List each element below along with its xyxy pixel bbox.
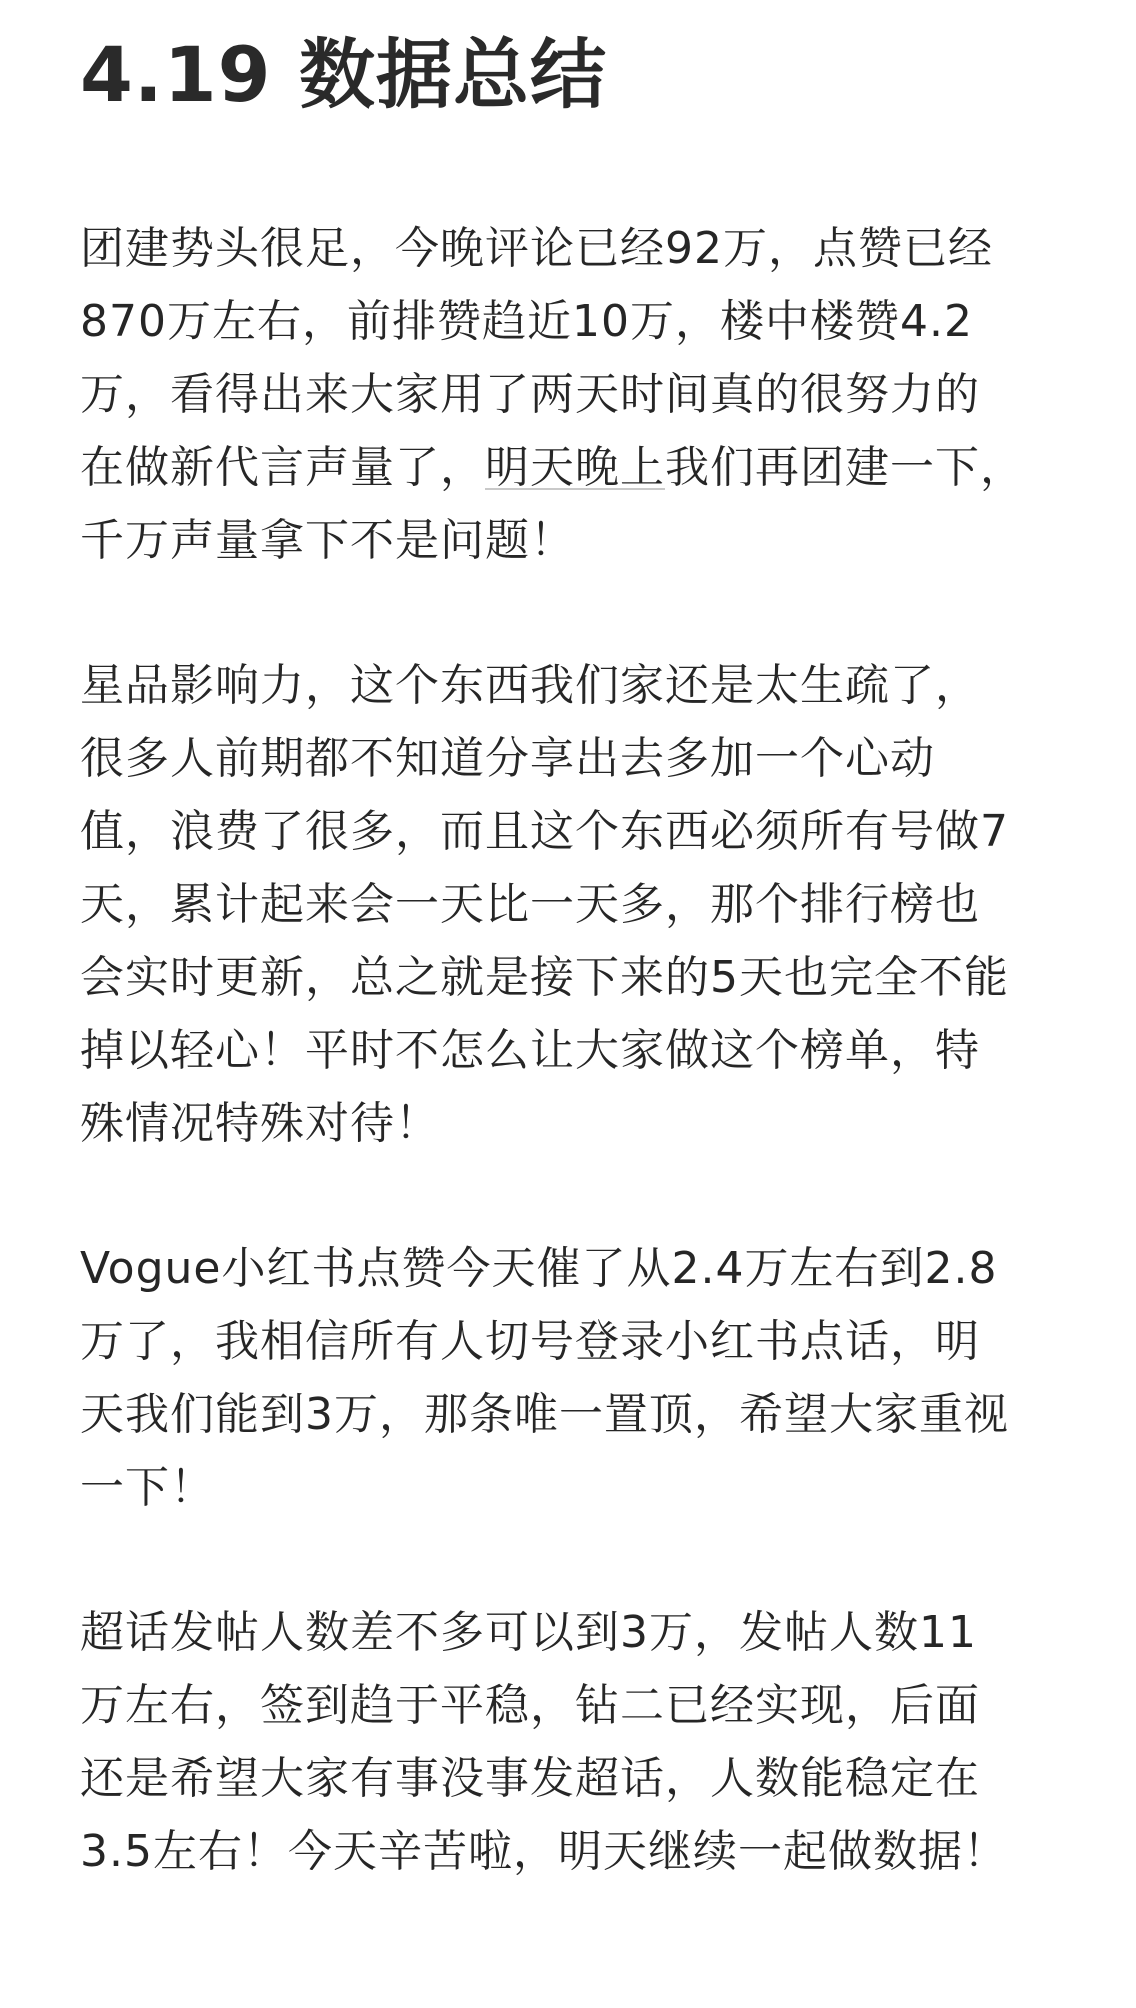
- text-line: 超话发帖人数差不多可以到3万，发帖人数11: [80, 1607, 977, 1658]
- text-line: 千万声量拿下不是问题！: [80, 515, 575, 566]
- text-segment: 我们再团建一下，: [665, 442, 1025, 493]
- paragraph-2: [80, 649, 1100, 1160]
- text-line: 天，累计起来会一天比一天多，那个排行榜也: [80, 879, 980, 930]
- text-line: [80, 431, 1100, 504]
- page-title: 4.19 数据总结: [80, 30, 607, 119]
- text-line: 值，浪费了很多，而且这个东西必须所有号做7: [80, 806, 1009, 857]
- text-line: 天我们能到3万，那条唯一置顶，希望大家重视: [80, 1389, 1009, 1440]
- text-line: 星品影响力，这个东西我们家还是太生疏了，: [80, 660, 980, 711]
- text-line: 万，看得出来大家用了两天时间真的很努力的: [80, 369, 980, 420]
- paragraph-1: [80, 212, 1100, 577]
- text-line: 很多人前期都不知道分享出去多加一个心动: [80, 733, 935, 784]
- text-line: 万左右，签到趋于平稳，钻二已经实现，后面: [80, 1680, 980, 1731]
- text-line: 870万左右，前排赞趋近10万，楼中楼赞4.2: [80, 296, 973, 347]
- text-line: 还是希望大家有事没事发超话，人数能稳定在: [80, 1753, 980, 1804]
- paragraph-3: [80, 1232, 1100, 1524]
- text-line: 掉以轻心！平时不怎么让大家做这个榜单，特: [80, 1025, 980, 1076]
- highlighted-link[interactable]: 明天晚上: [485, 442, 665, 493]
- article: [80, 20, 1100, 1960]
- text-line: 万了，我相信所有人切号登录小红书点话，明: [80, 1316, 980, 1367]
- text-line: 3.5左右！今天辛苦啦，明天继续一起做数据！: [80, 1826, 1008, 1877]
- text-line: Vogue小红书点赞今天催了从2.4万左右到2.8: [80, 1243, 998, 1294]
- text-line: 殊情况特殊对待！: [80, 1098, 440, 1149]
- paragraph-4: [80, 1596, 1100, 1888]
- text-line: 会实时更新，总之就是接下来的5天也完全不能: [80, 952, 1009, 1003]
- text-segment: 在做新代言声量了，: [80, 442, 485, 493]
- text-line: 一下！: [80, 1462, 215, 1513]
- text-line: 团建势头很足，今晚评论已经92万，点赞已经: [80, 223, 993, 274]
